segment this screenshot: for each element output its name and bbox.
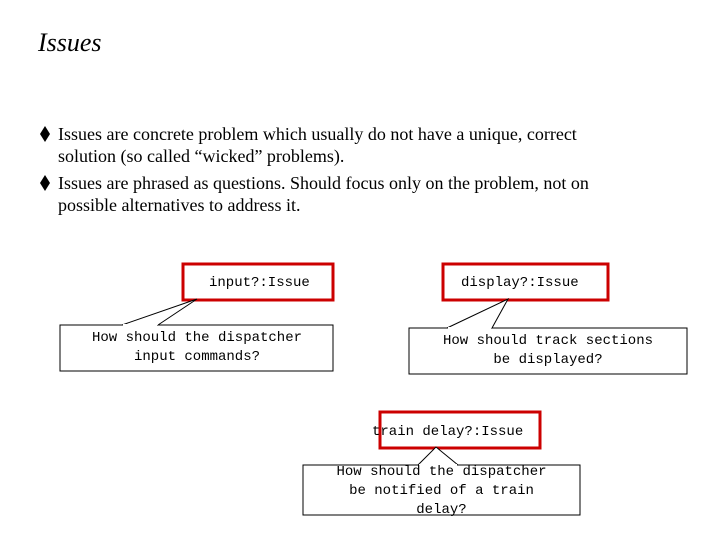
note-line: How should the dispatcher [91,330,303,346]
note-line: How should track sections [442,333,654,349]
note-pointer-input [122,299,197,325]
note-line: delay? [416,502,467,518]
note-line: be displayed? [493,352,603,368]
slide-title: Issues [38,28,102,57]
note-text-input [62,329,332,367]
bullet-text-line: possible alternatives to address it. [58,195,301,215]
issue-label-input: input?:Issue [209,275,310,291]
issue-label-train-delay: train delay?:Issue [372,424,524,440]
bullet-text-line: Issues are phrased as questions. Should focus only on the problem, not on [58,173,589,193]
issue-label-display: display?:Issue [461,275,579,291]
bullet-text-line: solution (so called “wicked” problems). [58,146,345,166]
note-text-train-delay [303,463,580,520]
note-pointer-display [447,299,508,328]
bullet-text-line: Issues are concrete problem which usually do not have a unique, correct [58,124,577,144]
note-text-display [410,332,686,370]
note-line: be notified of a train [349,483,534,499]
note-line: How should the dispatcher [336,464,547,480]
note-line: input commands? [133,349,261,365]
